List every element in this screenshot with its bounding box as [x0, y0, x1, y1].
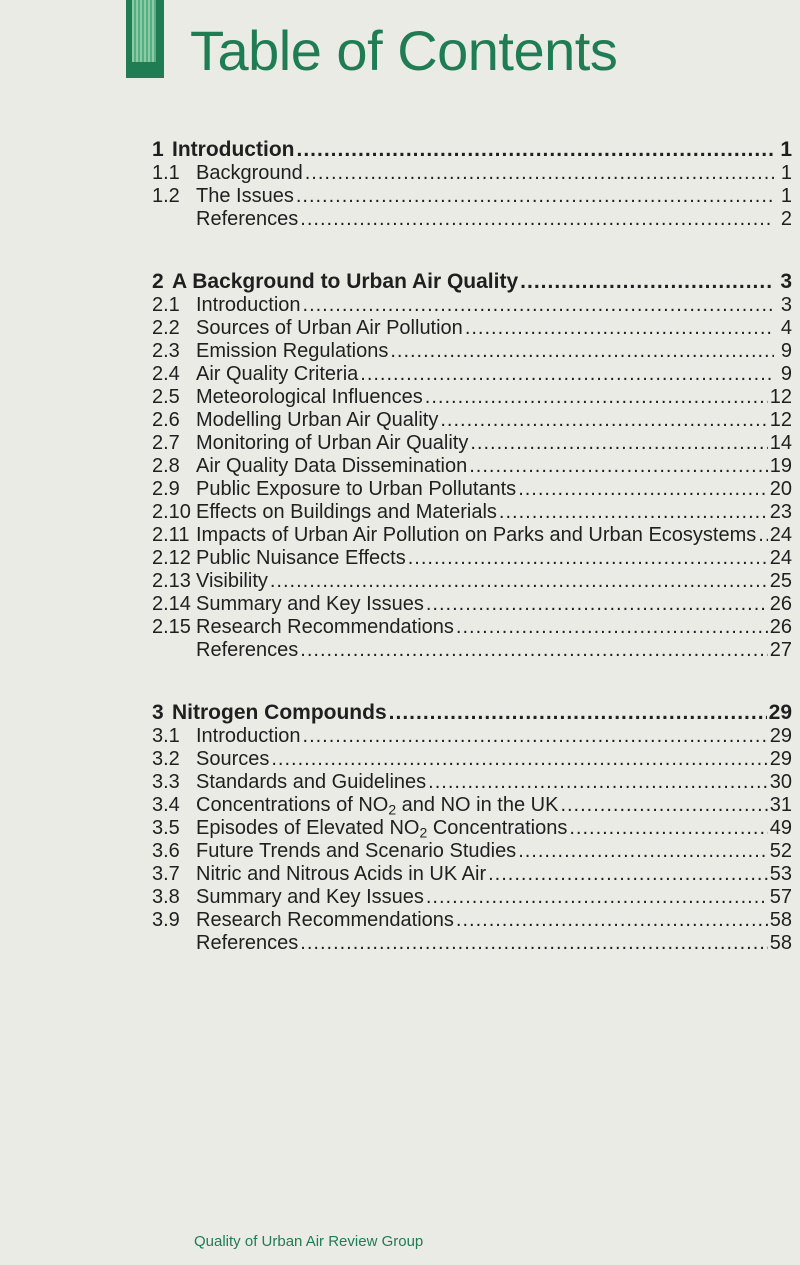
toc-entry-title [172, 270, 518, 294]
toc-entry-title [196, 524, 756, 547]
toc-entry-title-text: Public Nuisance Effects [196, 547, 406, 569]
toc-entry-title-text: Concentrations of NO [196, 794, 389, 816]
toc-entry-number: 2.2 [152, 317, 180, 339]
toc-entry-number: 3.7 [152, 863, 180, 885]
toc-entry-title-text: Nitric and Nitrous Acids in UK Air [196, 863, 487, 885]
toc-entry-title [172, 701, 387, 725]
toc-entry-title-text: Monitoring of Urban Air Quality [196, 432, 469, 454]
toc-entry-title [196, 932, 298, 955]
toc-entry-number: 3.6 [152, 840, 180, 862]
toc-entry-number: 3.8 [152, 886, 180, 908]
dot-leader [300, 208, 774, 231]
toc-entry[interactable] [152, 794, 792, 817]
toc-entry-number: 2.10 [152, 501, 191, 523]
toc-page-number: 9 [780, 363, 792, 385]
toc-entry[interactable] [152, 208, 792, 231]
toc-page-number: 3 [780, 270, 792, 293]
page-title: Table of Contents [190, 19, 618, 82]
toc-entry-title-text: Sources [196, 748, 270, 770]
dot-leader [456, 616, 768, 639]
toc-entry-title-text: and NO in the UK [396, 794, 559, 816]
toc-chapter [152, 701, 792, 955]
dot-leader [300, 932, 767, 955]
dot-leader [270, 570, 768, 593]
toc-entry-title-text: Research Recommendations [196, 616, 454, 638]
dot-leader [488, 863, 768, 886]
toc-entry[interactable] [152, 863, 792, 886]
toc-entry-title [196, 725, 301, 748]
dot-leader [456, 909, 768, 932]
toc-entry-title-text: Episodes of Elevated NO [196, 817, 420, 839]
toc-entry-number: 3.4 [152, 794, 180, 816]
logo-block [126, 0, 164, 78]
toc-entry-title-text: Emission Regulations [196, 340, 389, 362]
toc-entry-title [196, 432, 468, 455]
toc-entry-number: 1.2 [152, 185, 180, 207]
toc-page-number: 23 [769, 501, 792, 523]
toc-entry[interactable] [152, 455, 792, 478]
toc-page-number: 9 [780, 340, 792, 362]
toc-entry-number: 3.9 [152, 909, 180, 931]
toc-entry-number: 3.3 [152, 771, 180, 793]
footer-text: Quality of Urban Air Review Group [194, 1233, 424, 1250]
toc-page-number: 2 [780, 208, 792, 230]
dot-leader [520, 270, 774, 294]
toc-entry-number: 2.13 [152, 570, 191, 592]
dot-leader [518, 840, 768, 863]
toc-page-number: 24 [769, 547, 792, 569]
toc-page-number: 1 [780, 138, 792, 161]
toc-entry-title [196, 748, 269, 771]
toc-entry[interactable] [152, 886, 792, 909]
toc-entry-title-text: References [196, 932, 299, 954]
dot-leader [758, 524, 767, 547]
dot-leader [296, 138, 774, 162]
toc-page-number: 14 [769, 432, 792, 454]
toc-page-number: 19 [769, 455, 792, 477]
toc-page-number: 3 [780, 294, 792, 316]
toc-entry-title [196, 817, 567, 840]
toc-entry-title-text: Modelling Urban Air Quality [196, 409, 439, 431]
toc-entry[interactable] [152, 294, 792, 317]
toc-entry-number: 3.5 [152, 817, 180, 839]
toc-entry-title-text: Introduction [172, 138, 295, 161]
toc-page-number: 1 [780, 185, 792, 207]
toc-entry-title [172, 138, 294, 162]
toc-page-number: 29 [769, 748, 792, 770]
toc-entry-title [196, 208, 298, 231]
toc-page-number: 31 [769, 794, 792, 816]
toc-entry-title [196, 840, 516, 863]
toc-entry-title-text: Standards and Guidelines [196, 771, 427, 793]
dot-leader [426, 886, 768, 909]
toc-entry[interactable] [152, 616, 792, 639]
toc-entry-title [196, 317, 463, 340]
toc-entry-title-text: Public Exposure to Urban Pollutants [196, 478, 517, 500]
dot-leader [390, 340, 774, 363]
dot-leader [389, 701, 767, 725]
dot-leader [296, 185, 774, 208]
toc-entry-number: 2.8 [152, 455, 180, 477]
toc-entry-title-text: The Issues [196, 185, 294, 207]
toc-entry-title-text: Summary and Key Issues [196, 593, 424, 615]
toc-entry-title-text: Background [196, 162, 303, 184]
toc-page-number: 58 [769, 932, 792, 954]
toc-entry[interactable] [152, 748, 792, 771]
toc-entry-title-text: Summary and Key Issues [196, 886, 424, 908]
subscript: 2 [388, 801, 397, 818]
toc-chapter-heading[interactable] [152, 270, 792, 294]
toc-entry-number: 2.5 [152, 386, 180, 408]
toc-page-number: 27 [769, 639, 792, 661]
dot-leader [425, 386, 768, 409]
dot-leader [303, 725, 768, 748]
toc-entry[interactable] [152, 386, 792, 409]
toc-entry-number: 3.1 [152, 725, 180, 747]
toc-entry-title [196, 547, 406, 570]
toc-page-number: 12 [769, 409, 792, 431]
toc-entry-number: 2 [152, 270, 164, 293]
toc-entry[interactable] [152, 185, 792, 208]
toc-entry[interactable] [152, 840, 792, 863]
toc-entry-title-text: Introduction [196, 294, 301, 316]
dot-leader [465, 317, 774, 340]
toc-entry[interactable] [152, 432, 792, 455]
toc-entry-title [196, 294, 301, 317]
toc-entry[interactable] [152, 547, 792, 570]
toc-page-number: 53 [769, 863, 792, 885]
toc-entry-title [196, 570, 268, 593]
toc-entry[interactable] [152, 817, 792, 840]
toc-page-number: 26 [769, 616, 792, 638]
toc-entry-title [196, 909, 454, 932]
toc-page-number: 26 [769, 593, 792, 615]
toc-entry-title [196, 593, 424, 616]
dot-leader [440, 409, 767, 432]
toc-entry-number: 2.6 [152, 409, 180, 431]
toc-entry-title [196, 455, 467, 478]
toc-entry-number: 2.12 [152, 547, 191, 569]
toc-entry[interactable] [152, 317, 792, 340]
toc-page-number: 25 [769, 570, 792, 592]
toc-entry-title [196, 162, 303, 185]
toc-entry-number: 2.11 [152, 524, 190, 546]
toc-entry-title-text: Effects on Buildings and Materials [196, 501, 497, 523]
dot-leader [470, 432, 767, 455]
toc-entry-title-text: Research Recommendations [196, 909, 454, 931]
toc-entry-title-text: Nitrogen Compounds [172, 701, 387, 724]
toc-entry-number: 3.2 [152, 748, 180, 770]
toc-entry-number: 2.1 [152, 294, 180, 316]
dot-leader [469, 455, 768, 478]
toc-entry-title-text: Introduction [196, 725, 301, 747]
toc-entry-number: 2.4 [152, 363, 180, 385]
toc-entry-title-text: Meteorological Influences [196, 386, 423, 408]
toc-entry[interactable] [152, 570, 792, 593]
dot-leader [499, 501, 768, 524]
toc-page-number: 20 [769, 478, 792, 500]
toc-entry[interactable] [152, 593, 792, 616]
toc-chapter [152, 138, 792, 231]
toc-entry-title-text: Sources of Urban Air Pollution [196, 317, 463, 339]
toc-entry-title [196, 794, 558, 817]
toc-entry[interactable] [152, 639, 792, 662]
toc-page-number: 57 [769, 886, 792, 908]
toc-entry-title [196, 771, 426, 794]
toc-entry-title [196, 478, 516, 501]
toc-entry-title-text: Future Trends and Scenario Studies [196, 840, 517, 862]
toc-chapter-heading[interactable] [152, 138, 792, 162]
toc-entry[interactable] [152, 501, 792, 524]
toc-entry-title-text: References [196, 639, 299, 661]
dot-leader [426, 593, 768, 616]
toc-entry-title-text: Visibility [196, 570, 268, 592]
subscript: 2 [419, 824, 428, 841]
dot-leader [300, 639, 767, 662]
toc-entry-title [196, 340, 388, 363]
toc-page-number: 49 [769, 817, 792, 839]
toc-entry[interactable] [152, 162, 792, 185]
toc-page-number: 1 [780, 162, 792, 184]
dot-leader [518, 478, 768, 501]
toc-entry-number: 3 [152, 701, 164, 724]
dot-leader [560, 794, 767, 817]
toc-entry-title-text: Air Quality Data Dissemination [196, 455, 468, 477]
toc-entry[interactable] [152, 524, 792, 547]
dot-leader [305, 162, 774, 185]
toc-page-number: 4 [780, 317, 792, 339]
dot-leader [303, 294, 774, 317]
toc-entry-number: 2.7 [152, 432, 180, 454]
toc-entry-title [196, 639, 298, 662]
toc-entry[interactable] [152, 340, 792, 363]
toc-entry[interactable] [152, 409, 792, 432]
toc-entry[interactable] [152, 932, 792, 955]
toc-page-number: 30 [769, 771, 792, 793]
toc-page-number: 29 [768, 701, 792, 724]
toc-entry-title [196, 185, 294, 208]
dot-leader [271, 748, 767, 771]
toc-entry-number: 2.15 [152, 616, 191, 638]
toc-entry-number: 2.14 [152, 593, 191, 615]
dot-leader [360, 363, 774, 386]
dot-leader [428, 771, 768, 794]
toc-entry-number: 2.9 [152, 478, 180, 500]
toc-entry-number: 1 [152, 138, 164, 161]
toc-entry-title [196, 386, 423, 409]
toc-entry-number: 1.1 [152, 162, 180, 184]
toc-entry[interactable] [152, 363, 792, 386]
toc-entry[interactable] [152, 909, 792, 932]
toc-entry[interactable] [152, 725, 792, 748]
toc-page-number: 58 [769, 909, 792, 931]
toc-entry-title [196, 616, 454, 639]
toc-page-number: 24 [769, 524, 792, 546]
toc-entry-title [196, 863, 486, 886]
toc-entry-title-text: References [196, 208, 299, 230]
toc-chapter-heading[interactable] [152, 701, 792, 725]
toc-entry-title [196, 886, 424, 909]
toc-entry-title-text: Impacts of Urban Air Pollution on Parks and Urban Ecosystems [196, 524, 757, 546]
toc-entry-title-text: Concentrations [427, 817, 568, 839]
toc-page-number: 12 [769, 386, 792, 408]
toc-entry[interactable] [152, 771, 792, 794]
dot-leader [569, 817, 767, 840]
toc-entry-title [196, 363, 358, 386]
toc-page-number: 29 [769, 725, 792, 747]
toc-entry-title [196, 409, 438, 432]
toc-chapter [152, 270, 792, 662]
dot-leader [408, 547, 768, 570]
toc-entry-title-text: Air Quality Criteria [196, 363, 359, 385]
toc-entry-title [196, 501, 497, 524]
toc-page-number: 52 [769, 840, 792, 862]
toc-entry-number: 2.3 [152, 340, 180, 362]
table-of-contents [152, 138, 792, 994]
toc-entry[interactable] [152, 478, 792, 501]
toc-entry-title-text: A Background to Urban Air Quality [172, 270, 519, 293]
